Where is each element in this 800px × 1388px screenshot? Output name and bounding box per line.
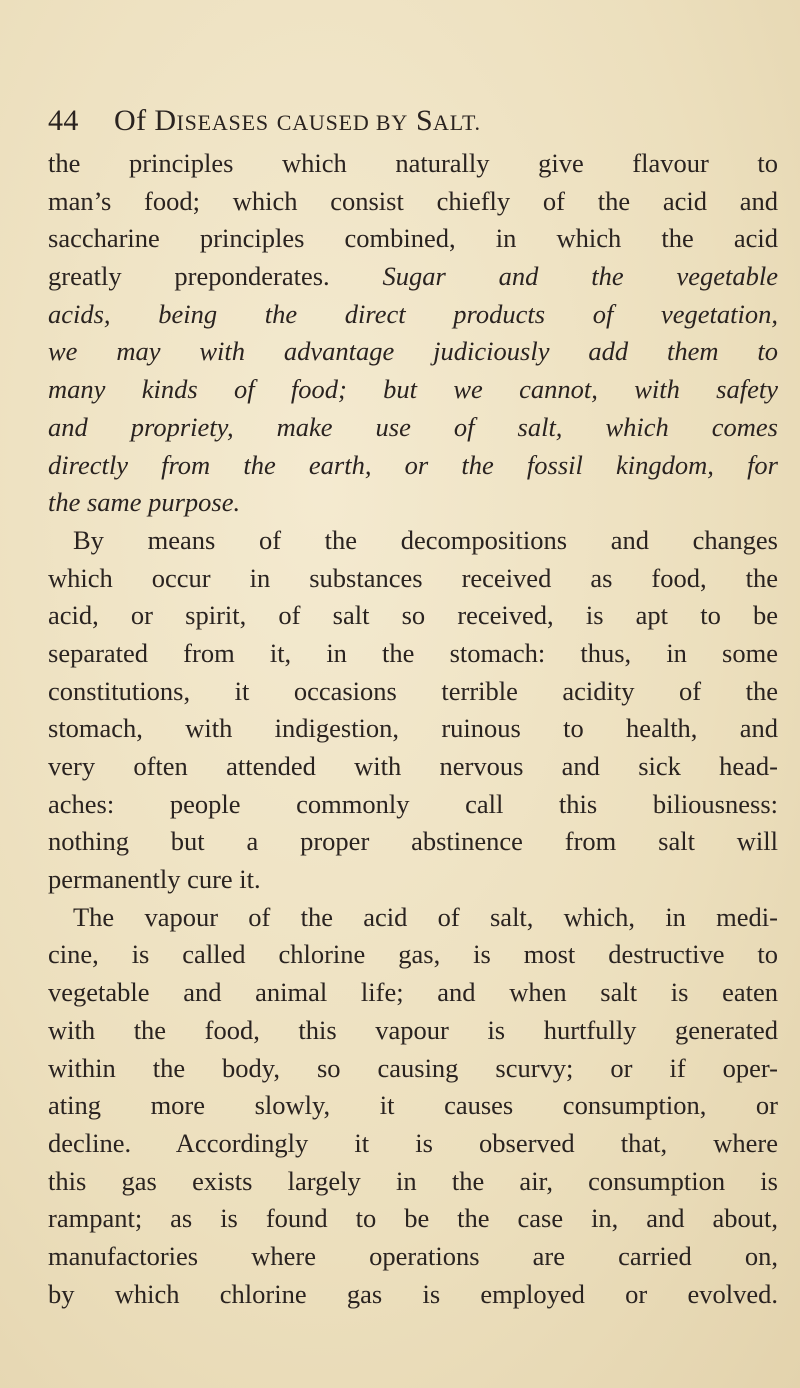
text-line: within the body, so causing scurvy; or if oper- bbox=[48, 1052, 778, 1083]
text-line: decline. Accordingly it is observed that, where bbox=[48, 1127, 778, 1158]
text-line: permanently cure it. bbox=[48, 864, 261, 895]
running-head bbox=[48, 100, 748, 142]
text-line: cine, is called chlorine gas, is most destructive to bbox=[48, 939, 778, 970]
running-title bbox=[114, 100, 481, 144]
running-title-salt-initial: S bbox=[415, 104, 434, 137]
text-line: by which chlorine gas is employed or evolved. bbox=[48, 1278, 778, 1309]
running-title-salt-rest: ALT. bbox=[433, 110, 481, 135]
text-line: By means of the decompositions and changes bbox=[73, 524, 778, 555]
running-title-diseases-initial: D bbox=[154, 104, 177, 137]
text-line: directly from the earth, or the fossil kingdom, for bbox=[48, 449, 778, 480]
text-line: the same purpose. bbox=[48, 487, 241, 518]
text-line: ating more slowly, it causes consumption, or bbox=[48, 1090, 778, 1121]
text-line: many kinds of food; but we cannot, with safety bbox=[48, 374, 778, 405]
body-text bbox=[48, 145, 778, 1313]
running-title-middle: CAUSED BY bbox=[276, 110, 409, 135]
text-line: nothing but a proper abstinence from salt will bbox=[48, 826, 778, 857]
text-line: manufactories where operations are carried on, bbox=[48, 1240, 778, 1271]
text-line: constitutions, it occasions terrible acidity of the bbox=[48, 675, 778, 706]
text-line: very often attended with nervous and sick head- bbox=[48, 751, 778, 781]
text-line: with the food, this vapour is hurtfully generated bbox=[48, 1014, 778, 1045]
text-line: greatly preponderates. Sugar and the vegetable bbox=[48, 261, 778, 292]
text-line: The vapour of the acid of salt, which, in medi- bbox=[73, 901, 778, 932]
text-line: which occur in substances received as food, the bbox=[48, 562, 778, 593]
text-line: stomach, with indigestion, ruinous to health, and bbox=[48, 713, 778, 744]
text-line: the principles which naturally give flavour to bbox=[48, 148, 778, 178]
running-title-diseases-rest: ISEASES bbox=[176, 110, 269, 135]
text-line: man’s food; which consist chiefly of the acid and bbox=[48, 185, 778, 216]
text-line: rampant; as is found to be the case in, and about, bbox=[48, 1203, 778, 1234]
page-number: 44 bbox=[48, 104, 79, 137]
text-line: vegetable and animal life; and when salt is eaten bbox=[48, 977, 778, 1008]
text-line: saccharine principles combined, in which the acid bbox=[48, 223, 778, 254]
text-line: this gas exists largely in the air, consumption is bbox=[48, 1165, 778, 1196]
text-line: acids, being the direct products of vegetation, bbox=[48, 298, 778, 329]
running-title-of: Of bbox=[114, 104, 147, 137]
text-line: aches: people commonly call this biliousness: bbox=[48, 788, 778, 819]
text-line: we may with advantage judiciously add them to bbox=[48, 336, 778, 367]
text-line: separated from it, in the stomach: thus, in some bbox=[48, 637, 778, 668]
text-line: and propriety, make use of salt, which comes bbox=[48, 411, 778, 442]
text-line: acid, or spirit, of salt so received, is apt to be bbox=[48, 600, 778, 631]
